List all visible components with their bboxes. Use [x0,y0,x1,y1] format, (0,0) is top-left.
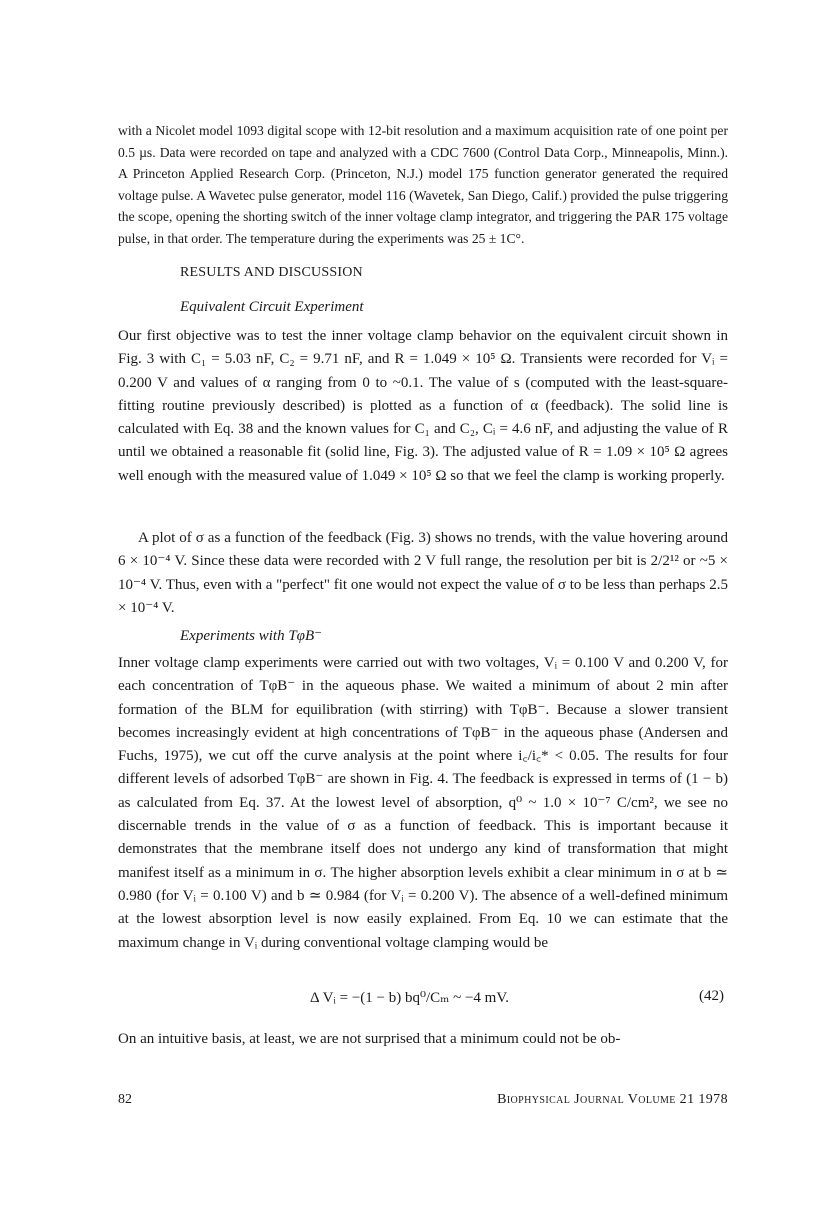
equation-number: (42) [699,988,724,1004]
equation-expression: Δ Vᵢ = −(1 − b) bq⁰/Cₘ ~ −4 mV. [310,990,509,1006]
page-number: 82 [118,1092,132,1107]
section-heading: RESULTS AND DISCUSSION [180,265,363,280]
subsection-title-tphb: Experiments with TφB⁻ [180,628,323,644]
paragraph-tphb-experiments: Inner voltage clamp experiments were carried out with two voltages, Vᵢ = 0.100 V and 0.200 V, for each concentration of TφB⁻ in the aqueous phase. We waited a minimum of about 2 min after formation of the BLM for equilibration (with stirring) with TφB⁻. Because a slower transient becomes increasingly evident at high concentrations of TφB⁻ in the aqueous phase (Andersen and Fuchs, 1975), we cut off the curve analysis at the point where i꜀/i꜀* < 0.05. The results for four different levels of adsorbed TφB⁻ are shown in Fig. 4. The feedback is expressed in terms of (1 − b) as calculated from Eq. 37. At the lowest level of absorption, q⁰ ~ 1.0 × 10⁻⁷ C/cm², we see no discernable trends in the value of σ as a function of feedback. This is important because it demonstrates that the membrane itself does not undergo any kind of transformation that might manifest itself as a minimum in σ. The higher absorption levels exhibit a clear minimum in σ at b ≃ 0.980 (for Vᵢ = 0.100 V) and b ≃ 0.984 (for Vᵢ = 0.200 V). The absence of a well-defined minimum at the lowest absorption level is now easily explained. From Eq. 10 we can estimate that the maximum change in Vᵢ during conventional voltage clamping would be [118,655,728,951]
paragraph-continuation: On an intuitive basis, at least, we are not surprised that a minimum could not be ob- [118,1031,621,1047]
subsection-title-equivalent-circuit: Equivalent Circuit Experiment [180,299,364,315]
paragraph-equivalent-circuit: Our first objective was to test the inner voltage clamp behavior on the equivalent circuit shown in Fig. 3 with C₁ = 5.03 nF, C₂ = 9.71 nF, and R = 1.049 × 10⁵ Ω. Transients were recorded for Vᵢ = 0.200 V and values of α ranging from 0 to ~0.1. The value of s (computed with the least-square-fitting routine previously described) is plotted as a function of α (feedback). The solid line is calculated with Eq. 38 and the known values for C₁ and C₂, Cᵢ = 4.6 nF, and adjusting the value of R until we obtained a reasonable fit (solid line, Fig. 3). The adjusted value of R = 1.09 × 10⁵ Ω agrees well enough with the measured value of 1.049 × 10⁵ Ω so that we feel the clamp is working properly. [118,328,728,484]
journal-citation: Biophysical Journal Volume 21 1978 [497,1092,728,1107]
paragraph-sigma-plot: A plot of σ as a function of the feedback (Fig. 3) shows no trends, with the value hovering around 6 × 10⁻⁴ V. Since these data were recorded with 2 V full range, the resolution per bit is 2/2¹² or ~5 × 10⁻⁴ V. Thus, even with a "perfect" fit one would not expect the value of σ to be less than perhaps 2.5 × 10⁻⁴ V. [118,530,729,616]
methods-paragraph: with a Nicolet model 1093 digital scope with 12-bit resolution and a maximum acquisition rate of one point per 0.5 µs. Data were recorded on tape and analyzed with a CDC 7600 (Control Data Corp., Minneapolis, Minn.). A Princeton Applied Research Corp. (Princeton, N.J.) model 175 function generator generated the required voltage pulse. A Wavetec pulse generator, model 116 (Wavetek, San Diego, Calif.) provided the pulse triggering the scope, opening the shorting switch of the inner voltage clamp integrator, and triggering the PAR 175 voltage pulse, in that order. The temperature during the experiments was 25 ± 1C°. [118,123,728,246]
